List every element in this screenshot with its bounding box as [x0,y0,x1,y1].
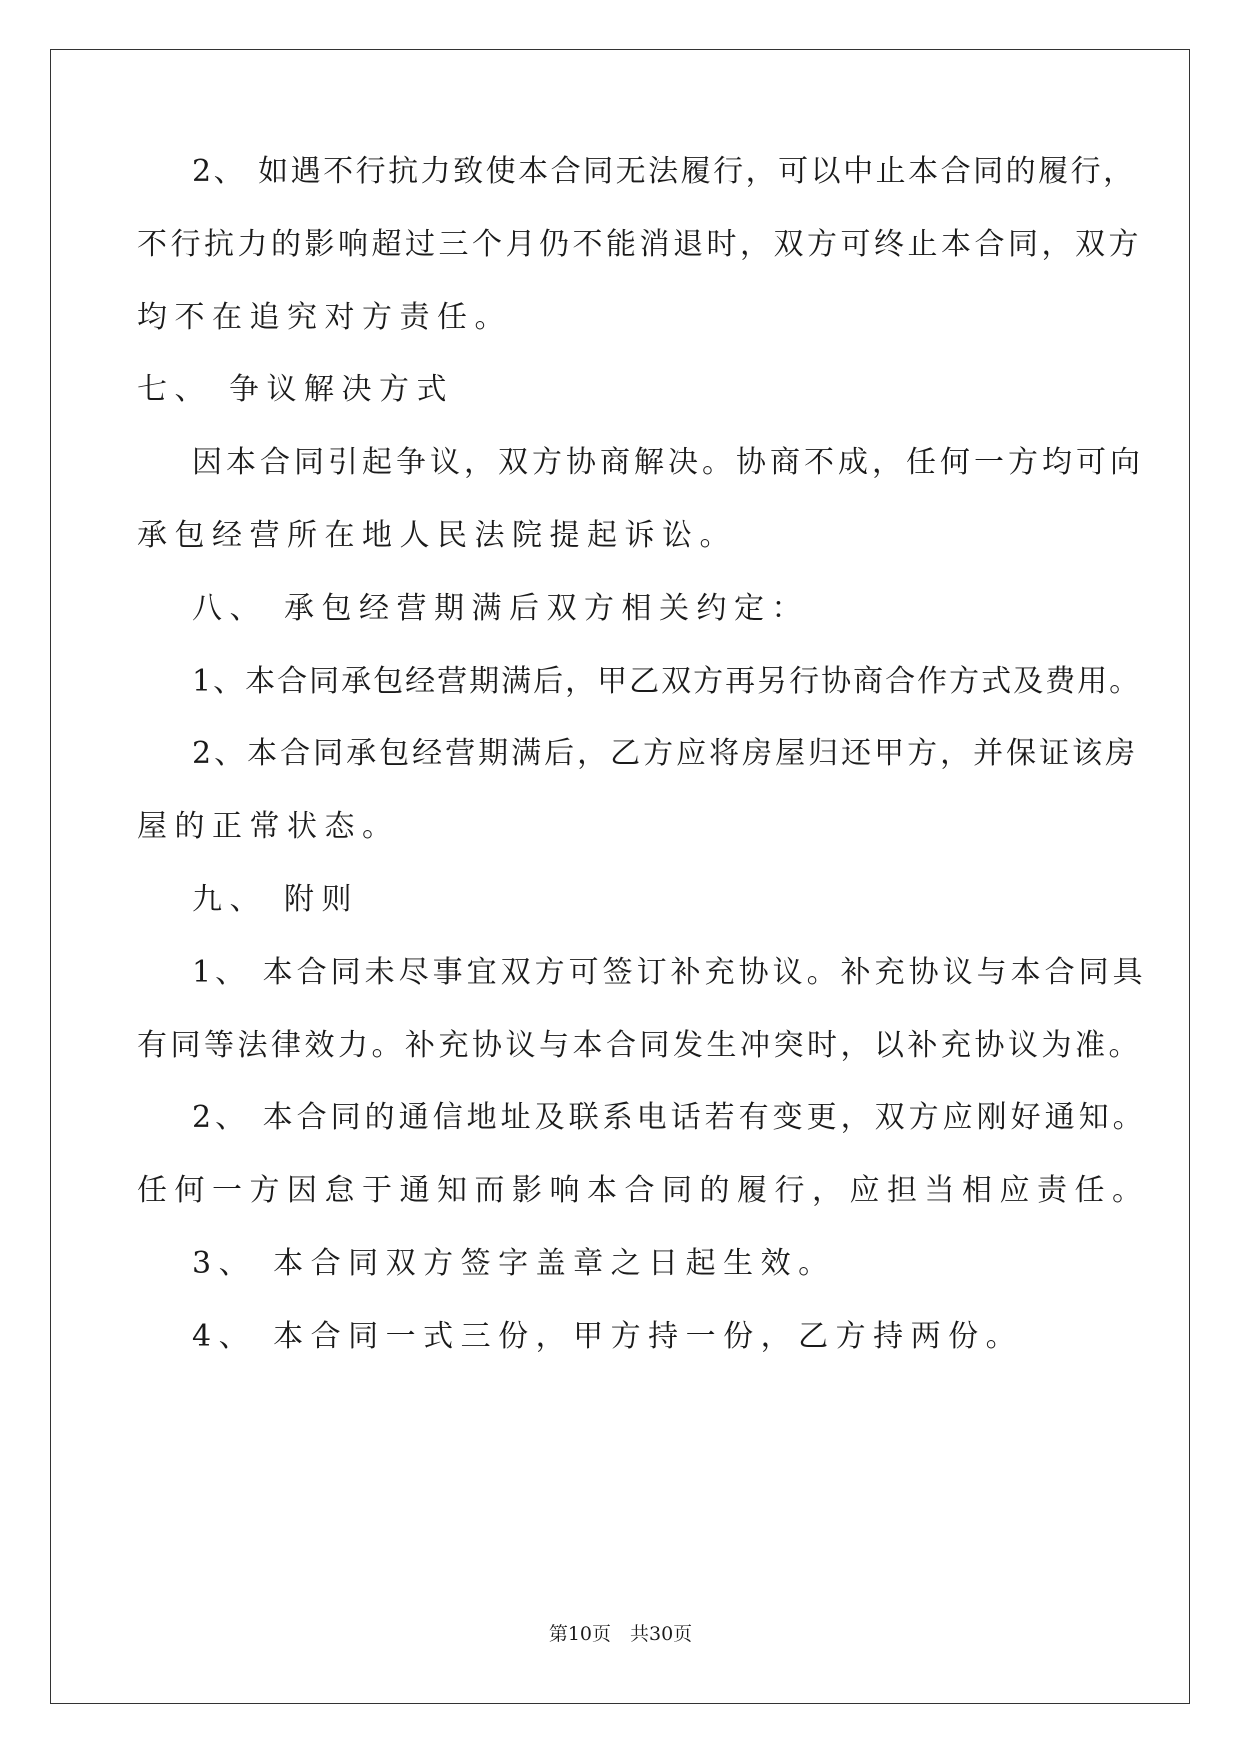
text-line: 屋的正常状态。 [137,809,400,844]
text-line: 2、本合同承包经营期满后，乙方应将房屋归还甲方，并保证该房 [192,736,1139,771]
text-line: 3、 本合同双方签字盖章之日起生效。 [192,1246,836,1281]
text-line: 承包经营所在地人民法院提起诉讼。 [137,518,737,553]
section-heading: 八、 承包经营期满后双方相关约定： [192,591,810,626]
text-line: 4、 本合同一式三份，甲方持一份，乙方持两份。 [192,1319,1024,1354]
text-line: 不行抗力的影响超过三个月仍不能消退时，双方可终止本合同，双方 [137,227,1142,262]
text-line: 有同等法律效力。补充协议与本合同发生冲突时，以补充协议为准。 [137,1028,1142,1063]
page-number: 第10页 共30页 [548,1623,693,1645]
text-line: 2、 本合同的通信地址及联系电话若有变更，双方应刚好通知。 [192,1100,1147,1135]
text-line: 均不在追究对方责任。 [137,300,512,335]
text-line: 2、 如遇不行抗力致使本合同无法履行，可以中止本合同的履行， [192,154,1136,189]
text-line: 1、本合同承包经营期满后，甲乙双方再另行协商合作方式及费用。 [192,664,1142,699]
section-heading: 九、 附则 [192,882,360,917]
text-line: 任何一方因怠于通知而影响本合同的履行，应担当相应责任。 [137,1173,1150,1208]
text-line: 因本合同引起争议，双方协商解决。协商不成，任何一方均可向 [192,445,1144,480]
text-line: 1、 本合同未尽事宜双方可签订补充协议。补充协议与本合同具 [192,955,1147,990]
section-heading: 七、 争议解决方式 [137,372,455,407]
